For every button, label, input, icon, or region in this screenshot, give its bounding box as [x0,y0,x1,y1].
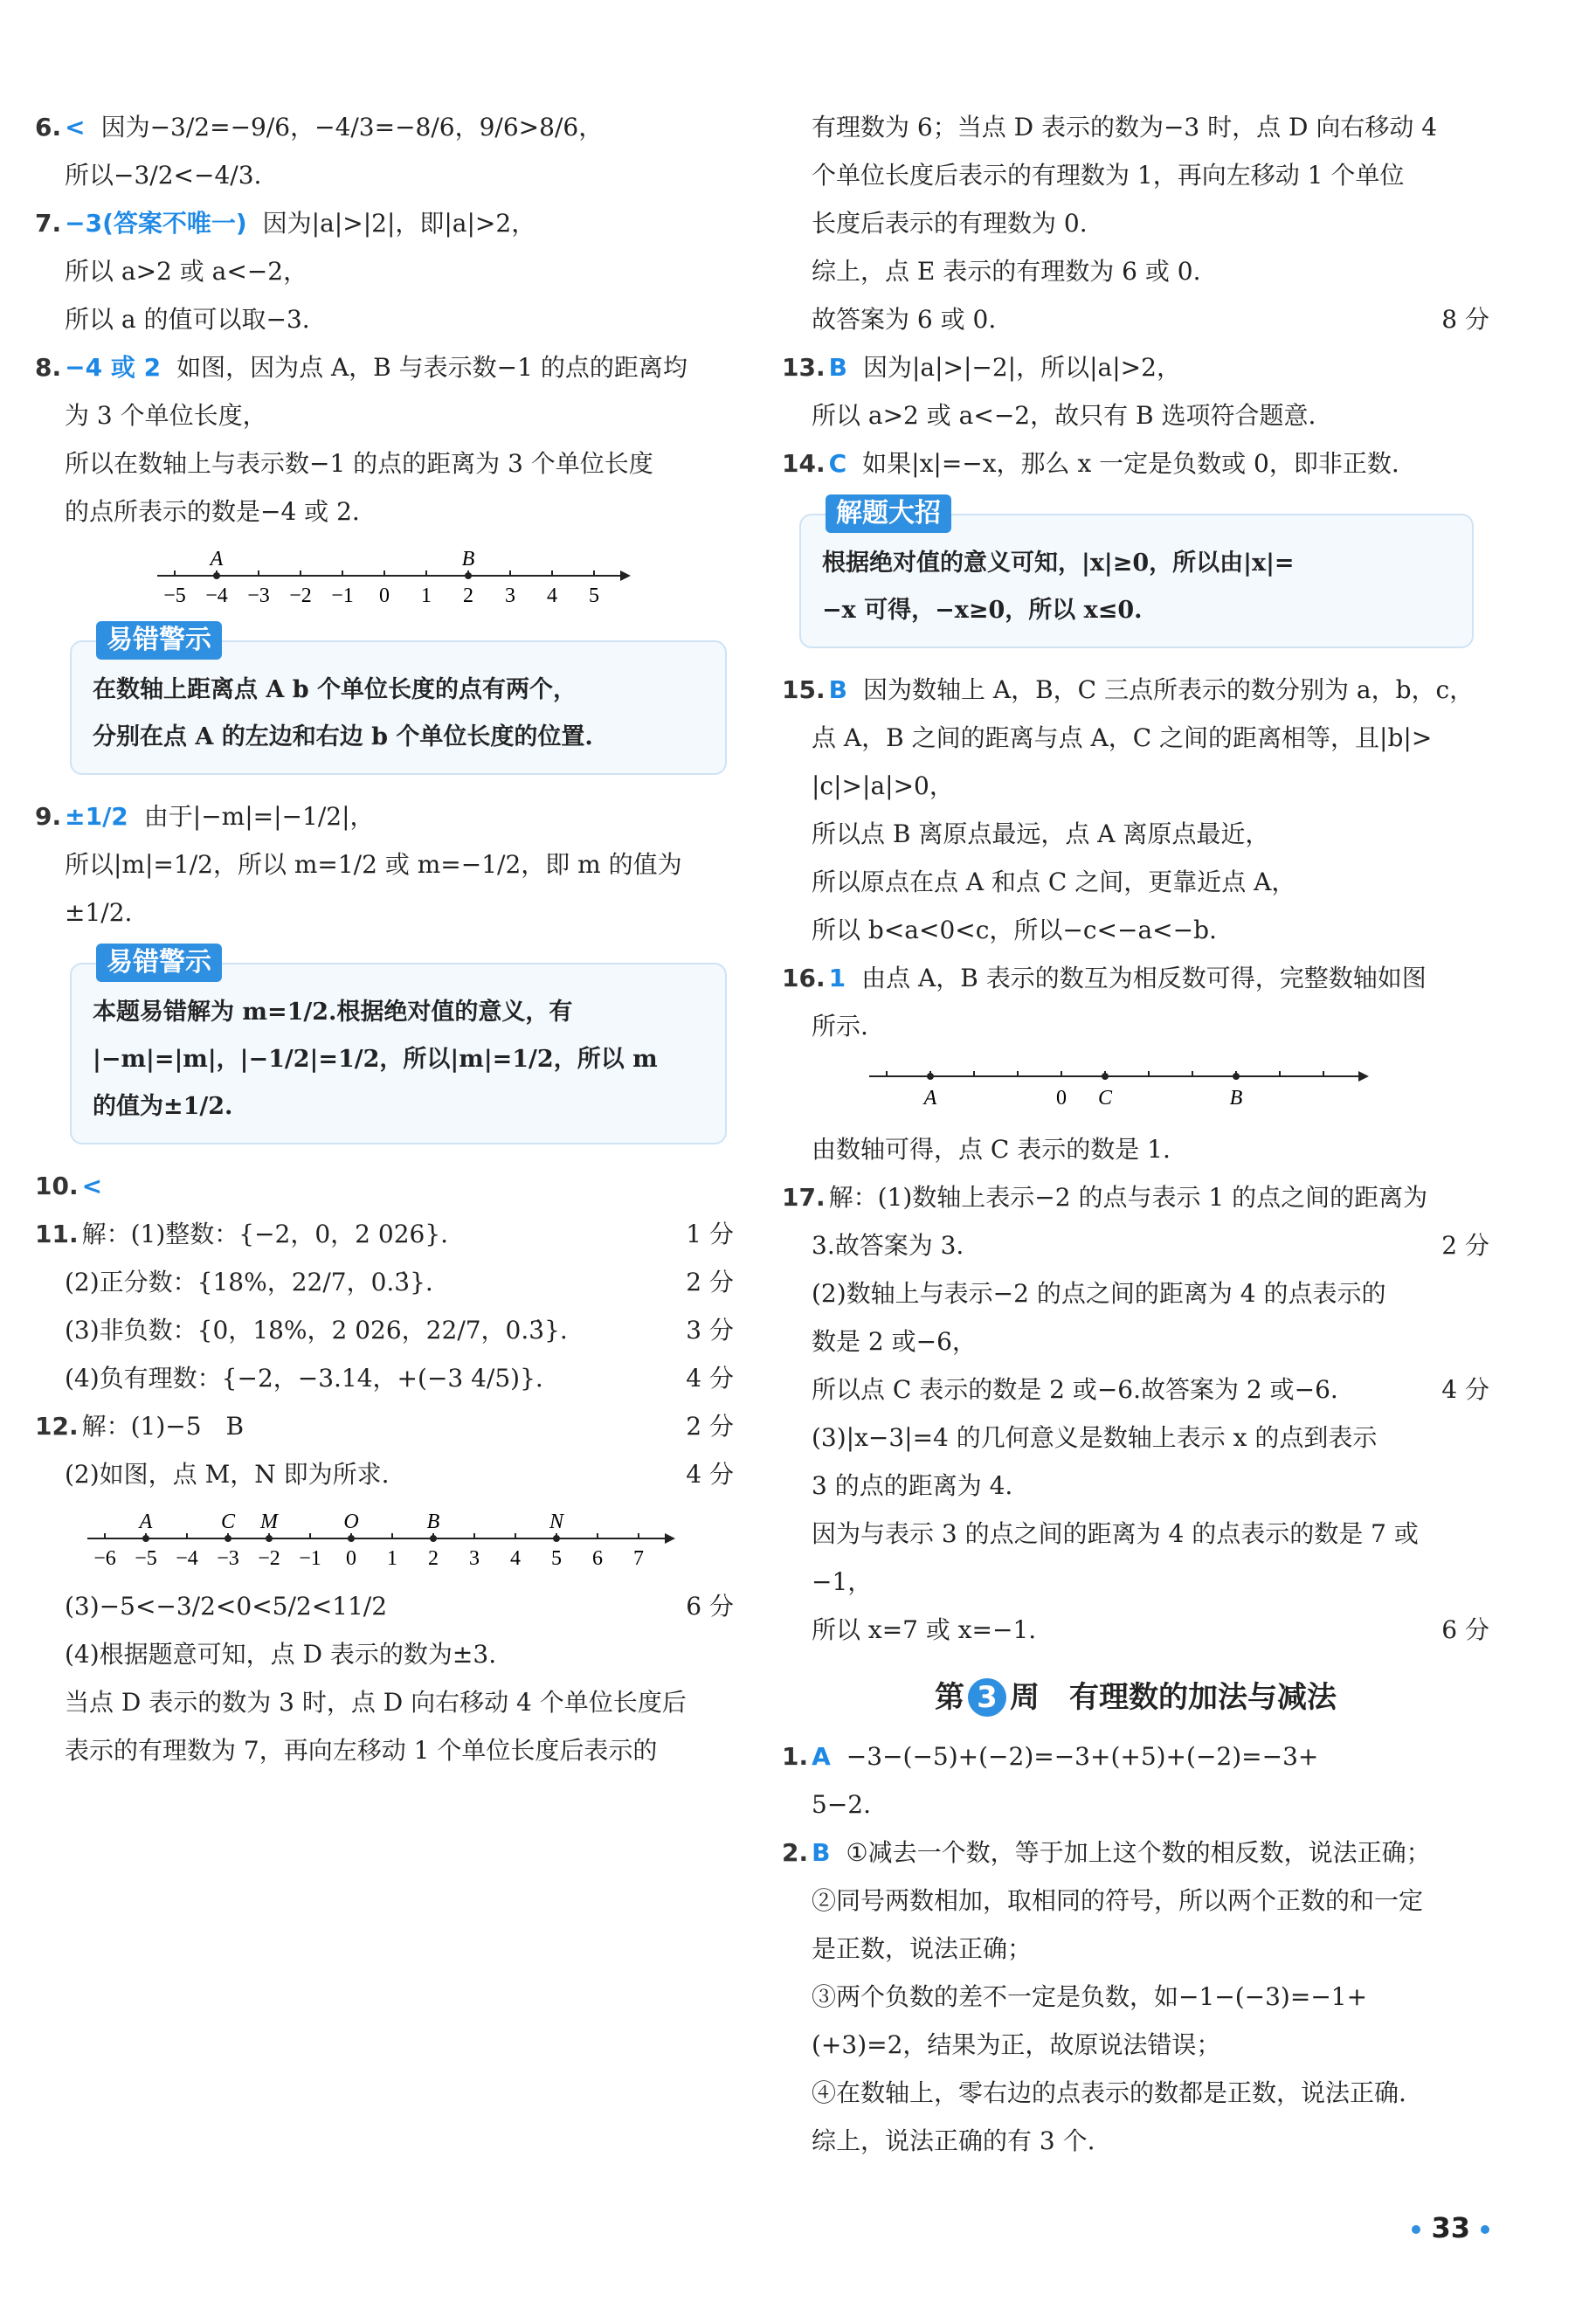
text-line: 表示的有理数为 7，再向左移动 1 个单位长度后表示的 [65,1736,658,1765]
box-tag: 易错警示 [96,944,222,982]
text-line: 所以−3/2<−4/3. [65,161,262,190]
text-line: −3−(−5)+(−2)=−3+(+5)+(−2)=−3+ [846,1742,1319,1771]
text-line: 数是 2 或−6， [812,1327,977,1356]
question-number: 10. [35,1172,79,1200]
week-prefix: 第 [935,1680,964,1715]
score: 6 分 [1441,1615,1489,1644]
text-line: 的点所表示的数是−4 或 2. [65,497,360,526]
question-number: 13. [782,353,826,382]
text-line: 所以 x=7 或 x=−1. [812,1615,1037,1644]
tick-label: −3 [217,1547,239,1570]
question-number: 7. [35,209,62,238]
tick-label: −5 [163,584,186,607]
tick-label: −3 [247,584,270,607]
question-number: 12. [35,1412,79,1441]
text-line: 所以原点在点 A 和点 C 之间，更靠近点 A， [812,868,1296,896]
score: 3 分 [686,1316,734,1345]
answer: B [812,1838,831,1867]
score: 4 分 [686,1364,734,1393]
point-dot [1102,1073,1109,1080]
text-line: 3.故答案为 3. [812,1231,964,1260]
text-line: 长度后表示的有理数为 0. [812,209,1088,238]
question-10 [35,1162,734,1210]
text-line: 所以|m|=1/2，所以 m=1/2 或 m=−1/2，即 m 的值为 [65,850,682,879]
answer: 1 [828,964,846,992]
point-label: A [139,1511,153,1533]
tick-label: −5 [135,1547,157,1570]
box-tag: 易错警示 [96,621,222,660]
answer: C [828,449,847,478]
point-dot [142,1535,149,1542]
week-question-1 [782,1732,1489,1829]
tick-label: 6 [592,1547,603,1570]
question-14 [782,439,1489,487]
point-dot [553,1535,560,1542]
point-label: A [923,1087,937,1110]
score: 1 分 [686,1220,734,1248]
point-label: B [461,548,475,570]
answer: B [828,675,847,704]
text-line: |c|>|a|>0， [812,771,954,800]
point-dot [266,1535,273,1542]
text-line: 所以点 B 离原点最远，点 A 离原点最近， [812,819,1270,848]
text-line: 综上，说法正确的有 3 个. [812,2126,1095,2155]
point-dot [213,572,220,579]
text-line: 解：(1)数轴上表示−2 的点与表示 1 的点之间的距离为 [828,1183,1428,1212]
text-line: 当点 D 表示的数为 3 时，点 D 向右移动 4 个单位长度后 [65,1688,687,1717]
text-line: 个单位长度后表示的有理数为 1，再向左移动 1 个单位 [812,161,1405,190]
text-line: 综上，点 E 表示的有理数为 6 或 0. [812,257,1201,286]
text-line: 所以 b<a<0<c，所以−c<−a<−b. [812,916,1217,944]
week-number-badge: 3 [968,1678,1006,1717]
text-line: 如图，因为点 A，B 与表示数−1 的点的距离均 [176,353,687,382]
text-line: 解：(1)整数：{−2，0，2 026}. [81,1220,449,1248]
tick-label: 3 [469,1547,480,1570]
left-column [35,103,734,1774]
point-label: B [1229,1087,1243,1110]
score: 4 分 [686,1460,734,1489]
week-title-text: 周 有理数的加法与减法 [1010,1680,1337,1715]
point-dot [348,1535,355,1542]
tick-label: 1 [421,584,432,607]
point-dot [927,1073,934,1080]
text-line: ④在数轴上，零右边的点表示的数都是正数，说法正确. [812,2078,1406,2107]
point-dot [430,1535,437,1542]
text-line: (2)如图，点 M，N 即为所求. [65,1460,390,1489]
tick-label: 0 [379,584,390,607]
question-number: 9. [35,802,62,831]
question-number: 8. [35,353,62,382]
text-line: 由数轴可得，点 C 表示的数是 1. [812,1135,1171,1164]
score: 4 分 [1441,1375,1489,1404]
tick-label: 5 [589,584,599,607]
text-line: 由点 A，B 表示的数互为相反数可得，完整数轴如图 [861,964,1427,992]
point-label: O [343,1511,359,1533]
page-number [1401,2211,1500,2244]
text-line: 解：(1)−5 B [81,1412,245,1441]
answer: ±1/2 [65,802,128,831]
text-line: −x 可得，−x≥0，所以 x≤0. [822,597,1143,624]
tick-label: 3 [505,584,515,607]
tick-label: 4 [547,584,557,607]
tick-label: −1 [331,584,354,607]
score: 2 分 [686,1268,734,1296]
point-dot [1233,1073,1240,1080]
text-line: (3)|x−3|=4 的几何意义是数轴上表示 x 的点到表示 [812,1423,1378,1452]
tick-label: 5 [551,1547,562,1570]
right-column [782,103,1489,2165]
text-line: 所以 a 的值可以取−3. [65,305,310,334]
tick-label: 0 [346,1547,356,1570]
text-line: 5−2. [812,1790,871,1819]
answer: −4 或 2 [65,353,162,382]
tick-label: 4 [510,1547,521,1570]
text-line: 因为与表示 3 的点之间的距离为 4 的点表示的数是 7 或 [812,1519,1419,1548]
question-number: 15. [782,675,826,704]
text-line: (4)根据题意可知，点 D 表示的数为±3. [65,1640,497,1669]
text-line: 因为−3/2=−9/6，−4/3=−8/6，9/6>8/6， [100,113,604,142]
text-line: 点 A，B 之间的距离与点 A，C 之间的距离相等，且|b|> [812,723,1433,752]
text-line: 因为数轴上 A，B，C 三点所表示的数分别为 a，b，c， [862,675,1475,704]
answer: A [812,1742,831,1771]
score: 8 分 [1441,305,1489,334]
arrow-icon [665,1533,675,1544]
text-line: 根据绝对值的意义可知，|x|≥0，所以由|x|= [822,550,1295,577]
question-9 [35,792,734,937]
tick-label: −2 [289,584,312,607]
text-line: 有理数为 6；当点 D 表示的数为−3 时，点 D 向右移动 4 [812,113,1438,142]
tick-label: −6 [93,1547,116,1570]
text-line: 是正数，说法正确； [812,1934,1033,1963]
dot-icon [1481,2225,1489,2234]
text-line: 因为|a|>|−2|，所以|a|>2， [862,353,1181,382]
score: 2 分 [686,1412,734,1441]
point-label: C [220,1511,236,1533]
point-dot [225,1535,231,1542]
text-line: ②同号两数相加，取相同的符号，所以两个正数的和一定 [812,1886,1424,1915]
question-number: 14. [782,449,826,478]
point-label: M [260,1511,278,1533]
question-13 [782,343,1489,439]
tick-label: 1 [387,1547,397,1570]
error-warning-box [70,947,727,1144]
week-heading [782,1671,1489,1724]
text-line: 故答案为 6 或 0. [812,305,997,334]
text-line: |−m|=|m|，|−1/2|=1/2，所以|m|=1/2，所以 m [93,1046,658,1073]
text-line: 所以点 C 表示的数是 2 或−6.故答案为 2 或−6. [812,1375,1338,1404]
question-7 [35,199,734,343]
text-line: (3)−5<−3/2<0<5/2<11/2 [65,1592,388,1621]
question-12-continued [782,103,1489,343]
error-warning-box [70,625,727,775]
question-17 [782,1173,1489,1654]
text-line: (4)负有理数：{−2，−3.14，+(−3 4/5)}. [65,1364,543,1393]
text-line: (+3)=2，结果为正，故原说法错误； [812,2030,1221,2059]
number-line-q8 [35,544,699,614]
text-line: (3)非负数：{0，18%，2 026，22/7，0.3̇}. [65,1316,568,1345]
text-line: 所以在数轴上与表示数−1 的点的距离为 3 个单位长度 [65,449,653,478]
text-line: 在数轴上距离点 A b 个单位长度的点有两个， [93,676,577,703]
arrow-icon [620,570,631,581]
question-number: 11. [35,1220,79,1248]
answer: < [65,113,86,142]
tick-label: −2 [258,1547,280,1570]
arrow-icon [1358,1071,1369,1082]
text-line: 如果|x|=−x，那么 x 一定是负数或 0，即非正数. [862,449,1399,478]
box-tag: 解题大招 [826,494,951,533]
tick-label: −4 [176,1547,198,1570]
question-number: 6. [35,113,62,142]
text-line: 的值为±1/2. [93,1093,233,1120]
question-number: 16. [782,964,826,992]
text-line: ①减去一个数，等于加上这个数的相反数，说法正确； [846,1838,1431,1867]
number-line-q12 [35,1507,699,1577]
tick-label: 2 [428,1547,439,1570]
question-12 [35,1402,734,1774]
point-label: N [549,1511,564,1533]
text-line: (2)数轴上与表示−2 的点之间的距离为 4 的点表示的 [812,1279,1386,1308]
answer: −3(答案不唯一) [65,209,247,238]
question-number: 1. [782,1742,809,1771]
tick-label: 0 [1056,1087,1067,1110]
page-number-text: 33 [1431,2211,1470,2244]
answer: B [828,353,847,382]
text-line: 3 的点的距离为 4. [812,1471,1013,1500]
score: 2 分 [1441,1231,1489,1260]
number-line-q16 [782,1059,1446,1120]
text-line: 本题易错解为 m=1/2.根据绝对值的意义，有 [93,999,573,1026]
solution-tip-box [799,498,1474,648]
text-line: 为 3 个单位长度， [65,401,267,430]
question-number: 2. [782,1838,809,1867]
tick-label: 2 [463,584,473,607]
point-dot [465,572,472,579]
tick-label: −4 [205,584,228,607]
week-question-2 [782,1829,1489,2165]
text-line: ±1/2. [65,898,133,927]
point-label: C [1097,1087,1113,1110]
text-line: 所以 a>2 或 a<−2， [65,257,308,286]
answer: < [81,1172,103,1200]
text-line: ③两个负数的差不一定是负数，如−1−(−3)=−1+ [812,1982,1368,2011]
text-line: 分别在点 A 的左边和右边 b 个单位长度的位置. [93,723,593,750]
text-line: 因为|a|>|2|，即|a|>2， [262,209,536,238]
question-6 [35,103,734,199]
text-line: 所以 a>2 或 a<−2，故只有 B 选项符合题意. [812,401,1316,430]
text-line: 由于|−m|=|−1/2|， [143,802,375,831]
question-number: 17. [782,1183,826,1212]
point-label: A [210,548,224,570]
question-15 [782,666,1489,954]
text-line: (2)正分数：{18%，22/7，0.3̇}. [65,1268,433,1296]
text-line: −1， [812,1567,873,1596]
text-line: 所示. [812,1012,868,1041]
score: 6 分 [686,1592,734,1621]
point-label: B [426,1511,440,1533]
question-8 [35,343,734,614]
dot-icon [1412,2225,1420,2234]
question-11 [35,1210,734,1402]
tick-label: 7 [633,1547,644,1570]
question-16 [782,954,1489,1173]
tick-label: −1 [299,1547,321,1570]
